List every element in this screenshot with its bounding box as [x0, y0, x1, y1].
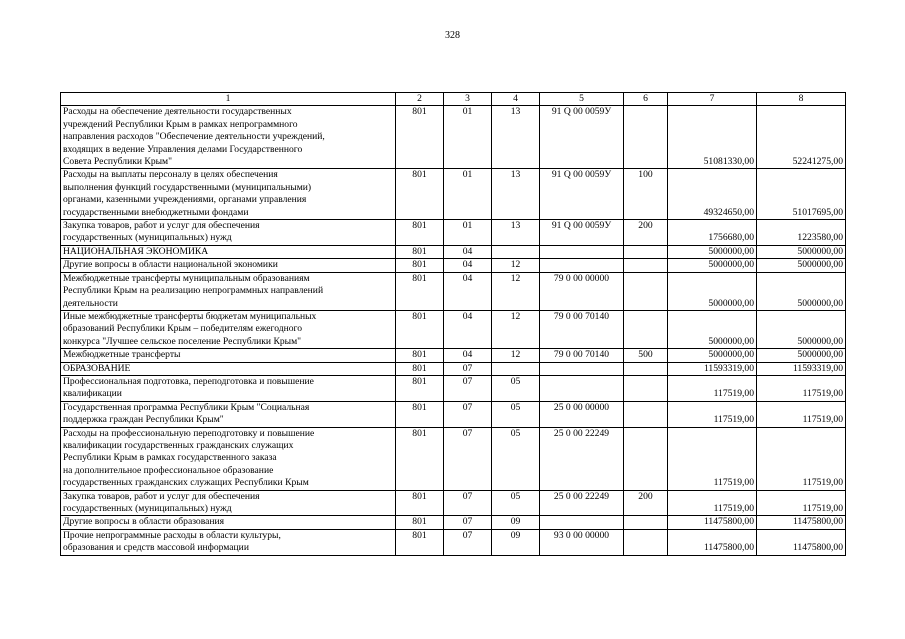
code-target-article [540, 362, 624, 375]
description-line: поддержка граждан Республики Крым" [63, 414, 224, 426]
row-description [61, 310, 396, 348]
row-description [61, 272, 396, 310]
description-line: Прочие непрограммные расходы в области культуры, [63, 529, 281, 541]
code-section: 07 [444, 401, 492, 427]
code-subsection: 05 [492, 427, 540, 490]
amount-year-1: 5000000,00 [668, 245, 757, 258]
code-subsection: 09 [492, 529, 540, 555]
amount-year-1: 5000000,00 [668, 272, 757, 310]
row-description [61, 401, 396, 427]
row-description [61, 375, 396, 401]
description-line: входящих в ведение Управления делами Государственного [63, 143, 303, 155]
amount-year-1: 5000000,00 [668, 349, 757, 362]
code-main-manager: 801 [396, 220, 444, 246]
description-line: Государственная программа Республики Крым "Социальная [63, 401, 310, 413]
code-main-manager: 801 [396, 516, 444, 529]
code-subsection: 12 [492, 259, 540, 272]
code-expense-type: 100 [624, 169, 668, 220]
header-cell: 3 [444, 93, 492, 106]
table-row [61, 349, 846, 362]
row-description [61, 427, 396, 490]
description-line: Совета Республики Крым" [63, 156, 173, 168]
code-section: 07 [444, 516, 492, 529]
description-line: Закупка товаров, работ и услуг для обеспечения [63, 490, 260, 502]
code-expense-type [624, 310, 668, 348]
amount-year-2: 5000000,00 [757, 349, 846, 362]
header-cell: 4 [492, 93, 540, 106]
code-target-article: 79 0 00 70140 [540, 310, 624, 348]
amount-year-2: 117519,00 [757, 401, 846, 427]
description-line: государственных гражданских служащих Республики Крым [63, 477, 309, 489]
description-line: ОБРАЗОВАНИЕ [63, 362, 131, 374]
code-main-manager: 801 [396, 401, 444, 427]
code-expense-type [624, 401, 668, 427]
code-subsection: 09 [492, 516, 540, 529]
header-cell: 6 [624, 93, 668, 106]
code-expense-type [624, 375, 668, 401]
description-line: Республики Крым в рамках государственного заказа [63, 452, 277, 464]
header-cell: 2 [396, 93, 444, 106]
code-target-article: 25 0 00 00000 [540, 401, 624, 427]
code-target-article: 25 0 00 22249 [540, 490, 624, 516]
code-main-manager: 801 [396, 427, 444, 490]
code-section: 01 [444, 169, 492, 220]
row-description [61, 529, 396, 555]
table-row [61, 272, 846, 310]
code-expense-type: 200 [624, 220, 668, 246]
code-expense-type: 200 [624, 490, 668, 516]
code-section: 07 [444, 529, 492, 555]
code-section: 07 [444, 427, 492, 490]
table-row [61, 259, 846, 272]
code-expense-type [624, 516, 668, 529]
row-description [61, 169, 396, 220]
description-line: Иные межбюджетные трансферты бюджетам муниципальных [63, 310, 317, 322]
description-line: государственных (муниципальных) нужд [63, 232, 232, 244]
description-line: выполнения функций государственными (муниципальными) [63, 181, 312, 193]
amount-year-2: 11475800,00 [757, 516, 846, 529]
header-cell: 7 [668, 93, 757, 106]
amount-year-1: 117519,00 [668, 490, 757, 516]
description-line: Республики Крым на реализацию непрограммных направлений [63, 285, 324, 297]
code-section: 04 [444, 349, 492, 362]
table-row [61, 401, 846, 427]
code-subsection: 05 [492, 401, 540, 427]
description-line: органами, казенными учреждениями, органами управления [63, 194, 307, 206]
amount-year-1: 117519,00 [668, 401, 757, 427]
description-line: государственных (муниципальных) нужд [63, 503, 232, 514]
page-number: 328 [445, 30, 460, 41]
amount-year-1: 11475800,00 [668, 529, 757, 555]
table-row [61, 375, 846, 401]
description-line: Другие вопросы в области национальной экономики [63, 259, 278, 271]
code-expense-type [624, 427, 668, 490]
amount-year-1: 51081330,00 [668, 106, 757, 169]
code-main-manager: 801 [396, 490, 444, 516]
code-target-article: 79 0 00 70140 [540, 349, 624, 362]
table-row [61, 427, 846, 490]
code-target-article: 91 Q 00 0059У [540, 220, 624, 246]
description-line: учреждений Республики Крым в рамках непрограммного [63, 118, 298, 130]
code-section: 04 [444, 245, 492, 258]
code-target-article: 93 0 00 00000 [540, 529, 624, 555]
code-subsection: 13 [492, 106, 540, 169]
table-row [61, 220, 846, 246]
code-section: 04 [444, 310, 492, 348]
code-subsection [492, 362, 540, 375]
table-row [61, 169, 846, 220]
row-description [61, 490, 396, 516]
description-line: на дополнительное профессиональное образование [63, 464, 274, 476]
description-line: деятельности [63, 297, 118, 309]
amount-year-1: 49324650,00 [668, 169, 757, 220]
code-target-article: 79 0 00 00000 [540, 272, 624, 310]
row-description [61, 362, 396, 375]
code-main-manager: 801 [396, 375, 444, 401]
description-line: Межбюджетные трансферты [63, 349, 181, 361]
amount-year-2: 11475800,00 [757, 529, 846, 555]
amount-year-2: 5000000,00 [757, 272, 846, 310]
description-line: направления расходов "Обеспечение деятельности учреждений, [63, 131, 325, 143]
row-description [61, 220, 396, 246]
amount-year-1: 11475800,00 [668, 516, 757, 529]
code-target-article: 91 Q 00 0059У [540, 106, 624, 169]
code-target-article [540, 516, 624, 529]
table-row [61, 245, 846, 258]
description-line: квалификации государственных гражданских служащих [63, 439, 294, 451]
amount-year-2: 5000000,00 [757, 245, 846, 258]
code-section: 01 [444, 220, 492, 246]
code-section: 04 [444, 259, 492, 272]
amount-year-2: 52241275,00 [757, 106, 846, 169]
code-expense-type [624, 362, 668, 375]
code-main-manager: 801 [396, 362, 444, 375]
row-description [61, 349, 396, 362]
description-line: образований Республики Крым – победителям ежегодного [63, 323, 303, 335]
row-description [61, 106, 396, 169]
amount-year-1: 11593319,00 [668, 362, 757, 375]
code-subsection: 12 [492, 349, 540, 362]
description-line: Расходы на выплаты персоналу в целях обеспечения [63, 169, 278, 181]
code-subsection [492, 245, 540, 258]
amount-year-1: 1756680,00 [668, 220, 757, 246]
table-row [61, 529, 846, 555]
table-row [61, 106, 846, 169]
header-row [61, 93, 846, 106]
code-target-article: 91 Q 00 0059У [540, 169, 624, 220]
table-body [61, 93, 846, 556]
table-row [61, 516, 846, 529]
amount-year-2: 11593319,00 [757, 362, 846, 375]
code-expense-type [624, 272, 668, 310]
code-main-manager: 801 [396, 349, 444, 362]
code-main-manager: 801 [396, 245, 444, 258]
code-section: 07 [444, 362, 492, 375]
header-cell: 8 [757, 93, 846, 106]
amount-year-1: 5000000,00 [668, 259, 757, 272]
code-subsection: 05 [492, 375, 540, 401]
description-line: конкурса "Лучшее сельское поселение Республики Крым" [63, 335, 302, 347]
code-expense-type [624, 106, 668, 169]
description-line: Расходы на обеспечение деятельности государственных [63, 106, 292, 118]
code-expense-type: 500 [624, 349, 668, 362]
amount-year-1: 5000000,00 [668, 310, 757, 348]
code-target-article [540, 245, 624, 258]
code-main-manager: 801 [396, 169, 444, 220]
code-target-article [540, 375, 624, 401]
description-line: Другие вопросы в области образования [63, 516, 225, 528]
code-section: 04 [444, 272, 492, 310]
code-subsection: 13 [492, 169, 540, 220]
amount-year-2: 1223580,00 [757, 220, 846, 246]
code-section: 07 [444, 375, 492, 401]
amount-year-2: 117519,00 [757, 490, 846, 516]
code-target-article: 25 0 00 22249 [540, 427, 624, 490]
amount-year-1: 117519,00 [668, 427, 757, 490]
amount-year-2: 117519,00 [757, 375, 846, 401]
amount-year-1: 117519,00 [668, 375, 757, 401]
code-subsection: 05 [492, 490, 540, 516]
code-section: 01 [444, 106, 492, 169]
code-expense-type [624, 529, 668, 555]
table-row [61, 490, 846, 516]
code-target-article [540, 259, 624, 272]
code-expense-type [624, 245, 668, 258]
table-row [61, 310, 846, 348]
amount-year-2: 51017695,00 [757, 169, 846, 220]
description-line: НАЦИОНАЛЬНАЯ ЭКОНОМИКА [63, 245, 209, 257]
code-main-manager: 801 [396, 529, 444, 555]
code-main-manager: 801 [396, 106, 444, 169]
code-main-manager: 801 [396, 310, 444, 348]
description-line: образования и средств массовой информации [63, 542, 249, 554]
row-description [61, 259, 396, 272]
header-cell: 1 [61, 93, 396, 106]
code-section: 07 [444, 490, 492, 516]
code-main-manager: 801 [396, 272, 444, 310]
code-expense-type [624, 259, 668, 272]
row-description [61, 516, 396, 529]
description-line: Профессиональная подготовка, переподготовка и повышение [63, 375, 314, 387]
description-line: Межбюджетные трансферты муниципальным образованиям [63, 272, 310, 284]
table-row [61, 362, 846, 375]
code-subsection: 12 [492, 272, 540, 310]
budget-table [60, 92, 846, 556]
header-cell: 5 [540, 93, 624, 106]
description-line: государственными внебюджетными фондами [63, 206, 249, 218]
description-line: квалификации [63, 388, 122, 400]
row-description [61, 245, 396, 258]
amount-year-2: 5000000,00 [757, 310, 846, 348]
code-main-manager: 801 [396, 259, 444, 272]
amount-year-2: 117519,00 [757, 427, 846, 490]
code-subsection: 12 [492, 310, 540, 348]
amount-year-2: 5000000,00 [757, 259, 846, 272]
description-line: Закупка товаров, работ и услуг для обеспечения [63, 220, 260, 232]
description-line: Расходы на профессиональную переподготовку и повышение [63, 427, 315, 439]
code-subsection: 13 [492, 220, 540, 246]
